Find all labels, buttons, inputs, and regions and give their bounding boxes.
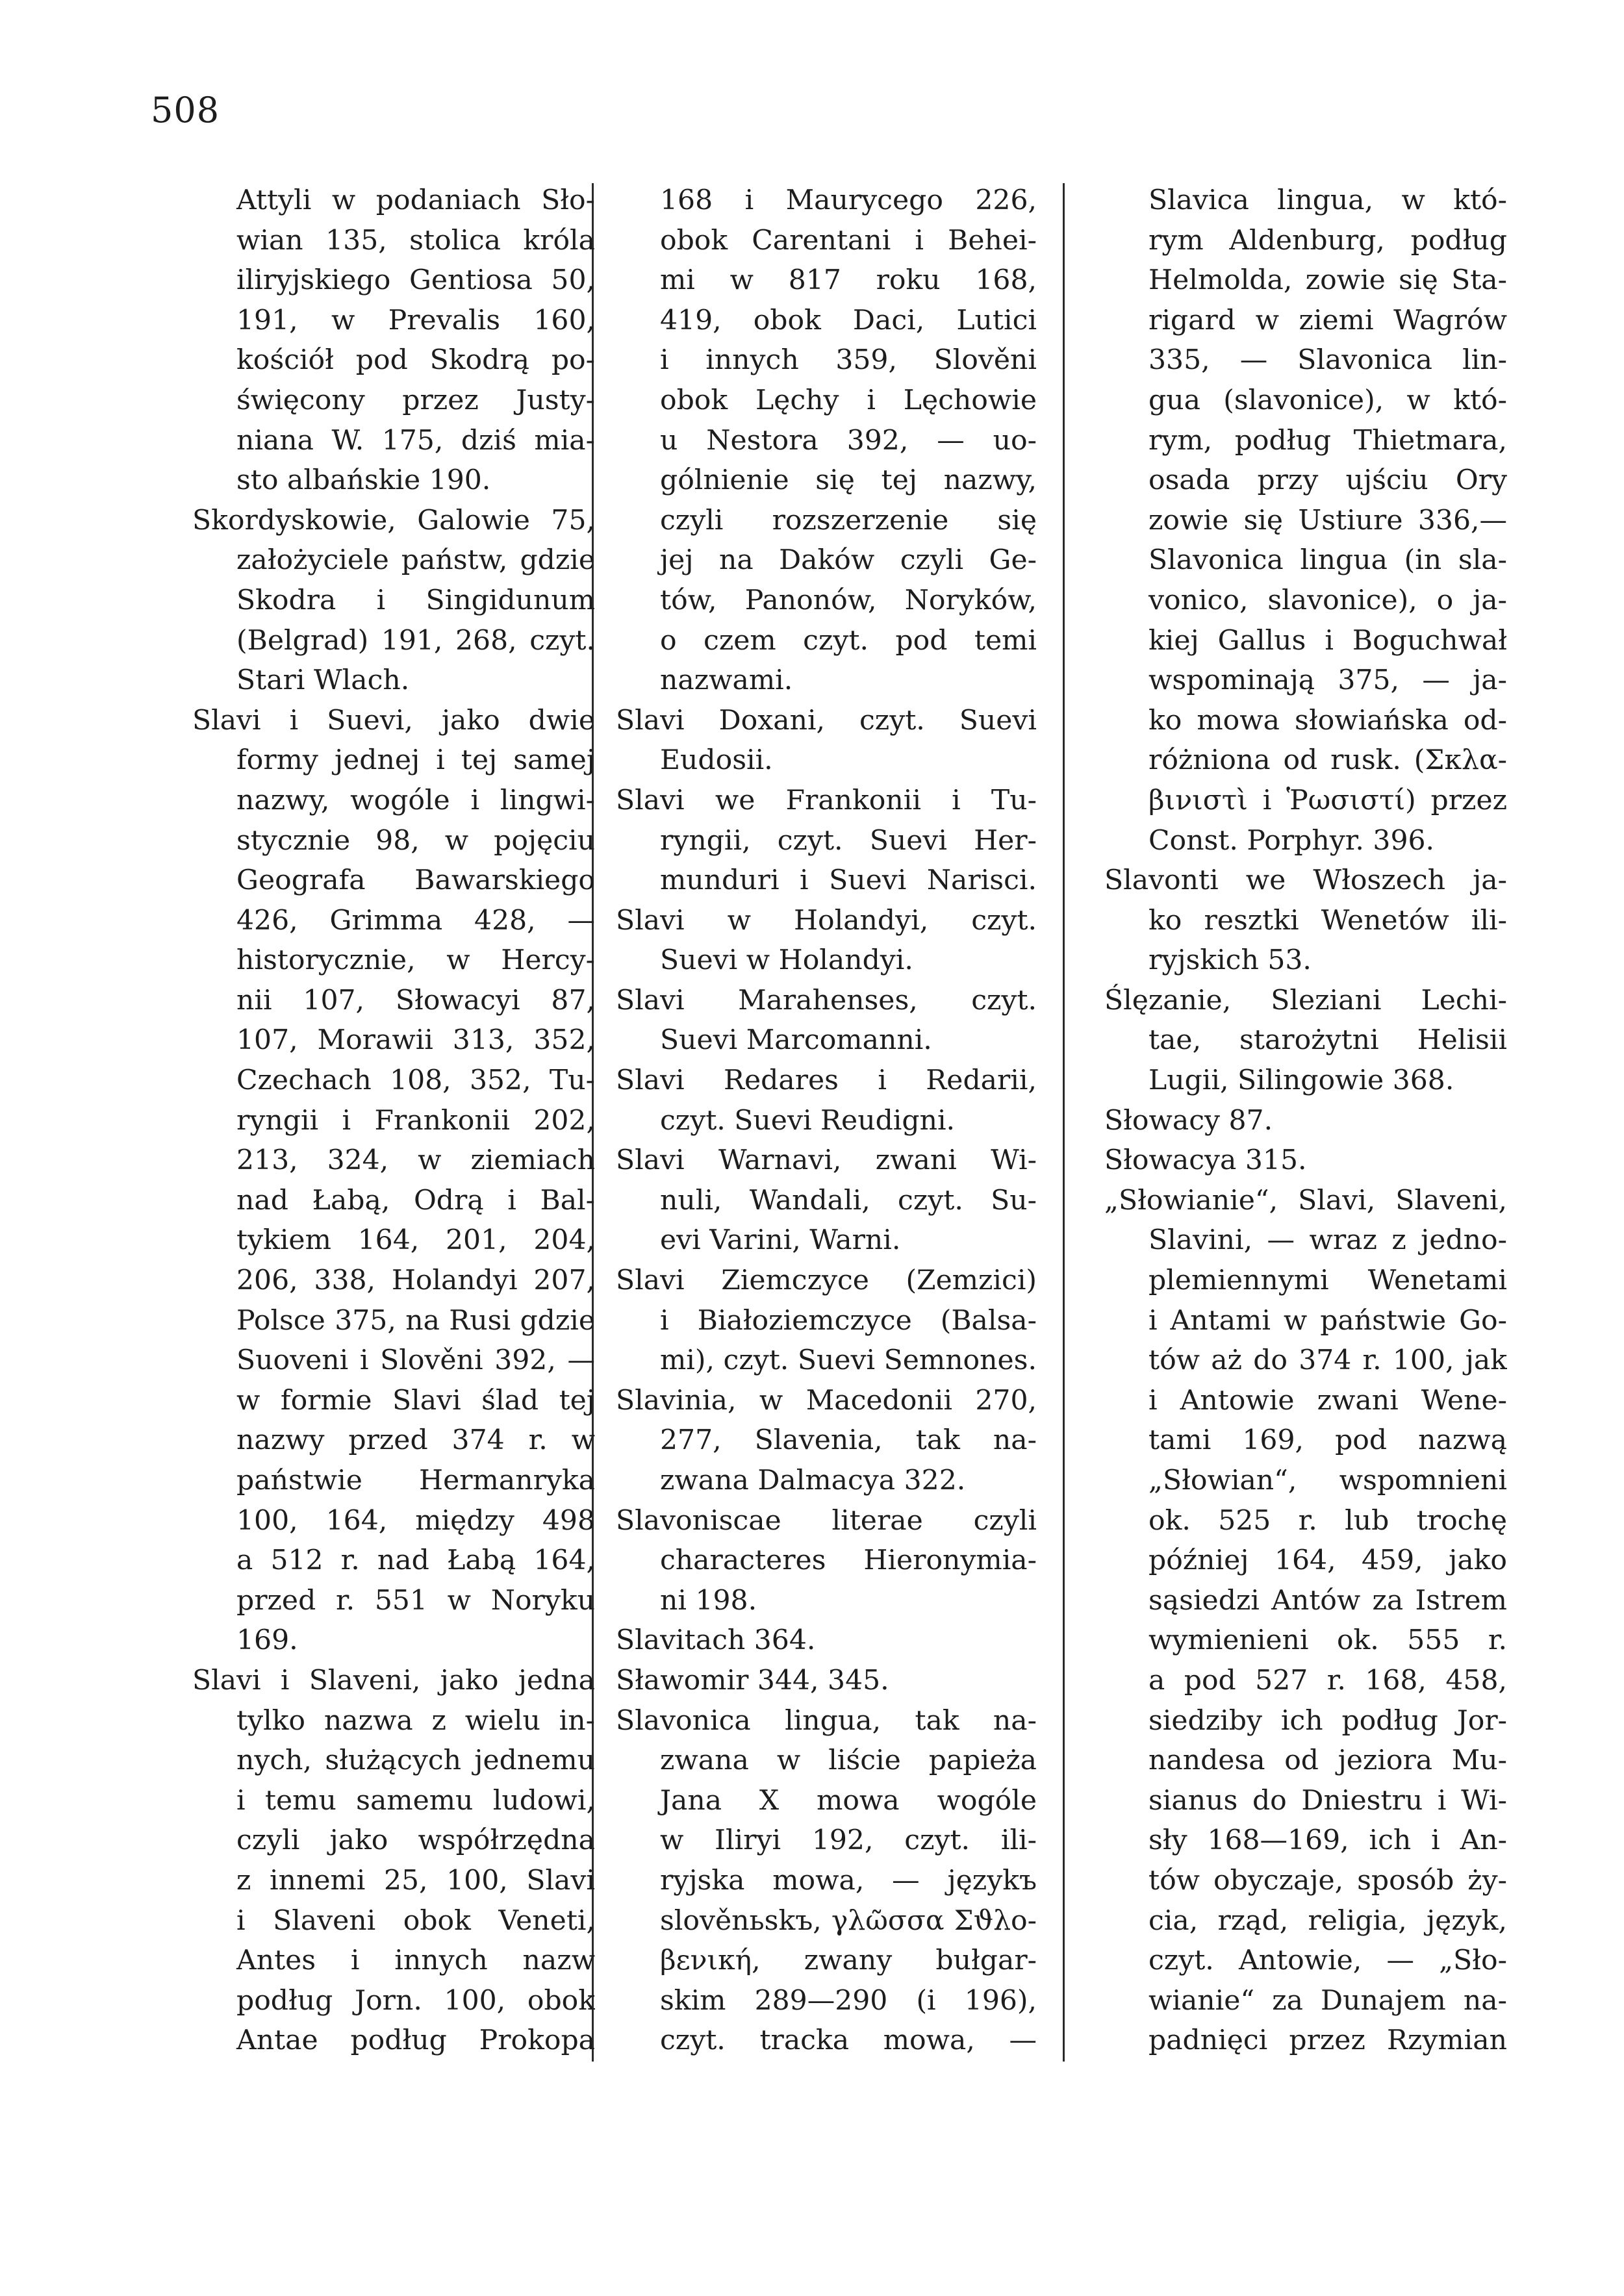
index-line: państwie Hermanryka [236, 1465, 595, 1496]
index-line: Słowacya 315. [1104, 1144, 1307, 1177]
index-line: u Nestora 392, — uo- [660, 424, 1037, 457]
index-line: nuli, Wandali, czyt. Su- [660, 1184, 1037, 1217]
index-line: niana W. 175, dziś mia- [236, 424, 595, 457]
index-line: skim 289—290 (i 196), [660, 1984, 1037, 2017]
index-line: 169. [236, 1624, 298, 1657]
index-line: tów aż do 374 r. 100, jak [1148, 1344, 1507, 1377]
index-line: Slavitach 364. [616, 1624, 816, 1657]
index-line: ko mowa słowiańska od- [1148, 704, 1507, 737]
index-line: różniona od rusk. (Σκλα- [1148, 744, 1507, 777]
index-column-2 [616, 181, 1037, 2061]
index-line: Slavi w Holandyi, czyt. [616, 904, 1037, 937]
index-line: tykiem 164, 201, 204, [236, 1224, 595, 1257]
index-line: i temu samemu ludowi, [236, 1784, 595, 1817]
index-line: 426, Grimma 428, — [236, 904, 595, 937]
index-line: tów, Panonów, Noryków, [660, 584, 1037, 616]
index-line: nad Łabą, Odrą i Bal- [236, 1184, 595, 1217]
index-line: Slavi i Slaveni, jako jedna [192, 1664, 595, 1697]
index-line: historycznie, w Hercy- [236, 944, 595, 977]
index-line: o czem czyt. pod temi [660, 624, 1037, 657]
index-line: munduri i Suevi Narisci. [660, 864, 1037, 897]
index-line: cia, rząd, religia, język, [1148, 1904, 1507, 1937]
index-line: siedziby ich podług Jor- [1148, 1704, 1507, 1737]
index-line: Slavi Doxani, czyt. Suevi [616, 704, 1037, 737]
index-line: vonico, slavonice), o ja- [1148, 584, 1507, 616]
index-line: zwana Dalmacya 322. [660, 1465, 966, 1496]
index-line: przed r. 551 w Noryku [236, 1584, 595, 1617]
index-line: plemiennymi Wenetami [1148, 1265, 1507, 1297]
index-line: Ślęzanie, Sleziani Lechi- [1104, 984, 1507, 1016]
index-line: ryjska mowa, — językъ [660, 1864, 1037, 1897]
index-line: wymienieni ok. 555 r. [1148, 1624, 1507, 1657]
index-line: osada przy ujściu Ory [1148, 464, 1507, 497]
index-line: 335, — Slavonica lin- [1148, 344, 1507, 377]
index-line: Suevi Marcomanni. [660, 1024, 932, 1057]
index-line: 191, w Prevalis 160, [236, 304, 595, 336]
index-line: wianie“ za Dunajem na- [1148, 1984, 1507, 2017]
index-line: zowie się Ustiure 336,— [1148, 504, 1507, 536]
index-line: Suoveni i Slověni 392, — [236, 1344, 595, 1377]
index-line: z innemi 25, 100, Slavi [236, 1864, 595, 1897]
index-line: 213, 324, w ziemiach [236, 1144, 595, 1177]
index-line: Skordyskowie, Galowie 75, [192, 504, 595, 536]
index-line: mi w 817 roku 168, [660, 264, 1037, 297]
page-number: 508 [151, 90, 220, 131]
index-line: podług Jorn. 100, obok [236, 1984, 595, 2017]
index-line: założyciele państw, gdzie [236, 544, 595, 577]
column-divider [1063, 183, 1065, 2062]
index-line: nandesa od jeziora Mu- [1148, 1745, 1507, 1777]
index-line: Const. Porphyr. 396. [1148, 824, 1435, 857]
index-line: i Antami w państwie Go- [1148, 1304, 1507, 1337]
index-line: nazwami. [660, 664, 793, 697]
index-line: w formie Slavi ślad tej [236, 1384, 595, 1417]
index-line: Slavi Warnavi, zwani Wi- [616, 1144, 1037, 1177]
index-line: i Slaveni obok Veneti, [236, 1904, 595, 1937]
index-line: tów obyczaje, sposób ży- [1148, 1864, 1507, 1897]
index-line: nazwy przed 374 r. w [236, 1424, 595, 1457]
index-line: zwana w liście papieża [660, 1745, 1037, 1777]
index-line: Slavi i Suevi, jako dwie [192, 704, 595, 737]
index-line: evi Varini, Warni. [660, 1224, 901, 1257]
index-line: 168 i Maurycego 226, [660, 184, 1037, 216]
index-line: Slavonti we Włoszech ja- [1104, 864, 1507, 897]
index-line: Stari Wlach. [236, 664, 410, 697]
index-line: rigard w ziemi Wagrów [1148, 304, 1507, 336]
index-line: Eudosii. [660, 744, 773, 777]
index-line: ni 198. [660, 1584, 757, 1617]
index-line: nych, służących jednemu [236, 1745, 595, 1777]
index-line: characteres Hieronymia- [660, 1545, 1037, 1577]
index-line: sły 168—169, ich i An- [1148, 1824, 1507, 1857]
index-line: Jana X mowa wogóle [660, 1784, 1037, 1817]
index-line: kiej Gallus i Boguchwał [1148, 624, 1507, 657]
index-line: i Antowie zwani Wene- [1148, 1384, 1507, 1417]
index-line: wian 135, stolica króla [236, 224, 595, 257]
index-line: „Słowian“, wspomnieni [1148, 1465, 1507, 1496]
index-line: Slavonica lingua (in sla- [1148, 544, 1507, 577]
index-line: sąsiedzi Antów za Istrem [1148, 1584, 1507, 1617]
index-line: Słowacy 87. [1104, 1104, 1273, 1137]
index-line: czyt. Suevi Reudigni. [660, 1104, 956, 1137]
index-line: tae, starożytni Helisii [1148, 1024, 1507, 1057]
index-line: nii 107, Słowacyi 87, [236, 984, 595, 1016]
index-line: obok Lęchy i Lęchowie [660, 384, 1037, 416]
index-line: święcony przez Justy- [236, 384, 595, 416]
index-line: ryngii i Frankonii 202, [236, 1104, 595, 1137]
index-line: ko resztki Wenetów ili- [1148, 904, 1507, 937]
index-line: kościół pod Skodrą po- [236, 344, 595, 377]
index-line: mi), czyt. Suevi Semnones. [660, 1344, 1037, 1377]
index-line: βινιστὶ i Ῥωσιστί) przez [1148, 784, 1507, 816]
index-line: jej na Daków czyli Ge- [660, 544, 1037, 577]
index-line: wspominają 375, — ja- [1148, 664, 1507, 697]
index-line: Czechach 108, 352, Tu- [236, 1065, 595, 1097]
index-line: Sławomir 344, 345. [616, 1664, 889, 1697]
index-line: i innych 359, Slověni [660, 344, 1037, 377]
index-line: Slavini, — wraz z jedno- [1148, 1224, 1507, 1257]
index-line: Antes i innych nazw [236, 1945, 595, 1977]
index-line: stycznie 98, w pojęciu [236, 824, 595, 857]
index-line: Lugii, Silingowie 368. [1148, 1065, 1454, 1097]
index-line: ryngii, czyt. Suevi Her- [660, 824, 1037, 857]
index-line: sto albańskie 190. [236, 464, 491, 497]
index-line: sianus do Dniestru i Wi- [1148, 1784, 1507, 1817]
index-line: Slavi Redares i Redarii, [616, 1065, 1037, 1097]
index-line: rym Aldenburg, podług [1148, 224, 1507, 257]
index-line: obok Carentani i Behei- [660, 224, 1037, 257]
index-line: slověnьskъ, γλῶσσα Σϑλο- [660, 1904, 1037, 1937]
index-line: Slavinia, w Macedonii 270, [616, 1384, 1037, 1417]
index-line: Slavica lingua, w któ- [1148, 184, 1507, 216]
index-line: (Belgrad) 191, 268, czyt. [236, 624, 595, 657]
index-line: ok. 525 r. lub trochę [1148, 1504, 1507, 1537]
index-line: Helmolda, zowie się Sta- [1148, 264, 1507, 297]
index-line: czyt. Antowie, — „Sło- [1148, 1945, 1507, 1977]
index-line: „Słowianie“, Slavi, Slaveni, [1104, 1184, 1507, 1217]
index-line: w Iliryi 192, czyt. ili- [660, 1824, 1037, 1857]
index-line: a pod 527 r. 168, 458, [1148, 1664, 1507, 1697]
index-line: Polsce 375, na Rusi gdzie [236, 1304, 595, 1337]
index-line: nazwy, wogóle i lingwi- [236, 784, 595, 816]
index-line: 206, 338, Holandyi 207, [236, 1265, 595, 1297]
index-line: czyli jako współrzędna [236, 1824, 595, 1857]
index-line: Slavi we Frankonii i Tu- [616, 784, 1037, 816]
index-line: iliryjskiego Gentiosa 50, [236, 264, 595, 297]
index-line: formy jednej i tej samej [236, 744, 595, 777]
index-line: 107, Morawii 313, 352, [236, 1024, 595, 1057]
index-line: 100, 164, między 498 [236, 1504, 595, 1537]
index-line: Slavi Ziemczyce (Zemzici) [616, 1265, 1037, 1297]
index-line: i Białoziemczyce (Balsa- [660, 1304, 1037, 1337]
index-line: Geografa Bawarskiego [236, 864, 595, 897]
index-line: tylko nazwa z wielu in- [236, 1704, 595, 1737]
index-line: βενική, zwany bułgar- [660, 1945, 1037, 1977]
index-line: a 512 r. nad Łabą 164, [236, 1545, 595, 1577]
index-line: Suevi w Holandyi. [660, 944, 913, 977]
index-line: Slavonica lingua, tak na- [616, 1704, 1037, 1737]
index-line: 419, obok Daci, Lutici [660, 304, 1037, 336]
index-column-1 [192, 181, 595, 2061]
index-line: 277, Slavenia, tak na- [660, 1424, 1037, 1457]
index-line: Slavi Marahenses, czyt. [616, 984, 1037, 1016]
index-line: ryjskich 53. [1148, 944, 1312, 977]
index-line: Skodra i Singidunum [236, 584, 595, 616]
index-line: rym, podług Thietmara, [1148, 424, 1507, 457]
index-line: gólnienie się tej nazwy, [660, 464, 1037, 497]
index-column-3 [1104, 181, 1507, 2061]
index-line: Antae podług Prokopa [236, 2025, 595, 2057]
index-line: czyt. tracka mowa, — [660, 2025, 1037, 2057]
index-line: tami 169, pod nazwą [1148, 1424, 1507, 1457]
index-line: gua (slavonice), w któ- [1148, 384, 1507, 416]
index-line: Slavoniscae literae czyli [616, 1504, 1037, 1537]
index-line: później 164, 459, jako [1148, 1545, 1507, 1577]
index-line: padnięci przez Rzymian [1148, 2025, 1507, 2057]
index-line: Attyli w podaniach Sło- [236, 184, 595, 216]
index-line: czyli rozszerzenie się [660, 504, 1037, 536]
